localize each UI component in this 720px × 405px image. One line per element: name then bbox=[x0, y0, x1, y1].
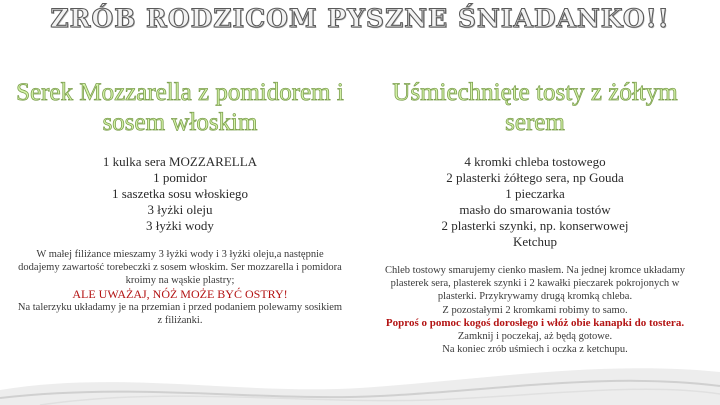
ingredient-item: masło do smarowania tostów bbox=[459, 202, 611, 217]
step-text: Na koniec zrób uśmiech i oczka z ketchupu. bbox=[442, 344, 628, 356]
ingredient-item: 3 łyżki wody bbox=[146, 218, 214, 233]
recipe-heading: Uśmiechnięte tosty z żółtym serem bbox=[392, 79, 678, 136]
ingredient-item: 4 kromki chleba tostowego bbox=[464, 154, 606, 169]
step-text: Na talerzyku układamy je na przemian i przed podaniem polewamy sosikiem z filiżanki. bbox=[17, 301, 343, 327]
ingredient-item: 1 kulka sera MOZZARELLA bbox=[102, 154, 258, 169]
step-text: Zamknij i poczekaj, aż będą gotowe. bbox=[457, 331, 613, 343]
ingredient-item: 2 plasterki żółtego sera, np Gouda bbox=[446, 170, 624, 185]
knife-warning: ALE UWAŻAJ, NÓŻ MOŻE BYĆ OSTRY! bbox=[72, 286, 288, 301]
ingredient-list bbox=[365, 154, 705, 250]
ingredient-item: 2 plasterki szynki, np. konserwowej bbox=[441, 218, 629, 233]
recipe-toasts bbox=[365, 78, 705, 356]
recipe-heading: Serek Mozzarella z pomidorem i sosem włoskim bbox=[16, 79, 344, 136]
step-text: Z pozostałymi 2 kromkami robimy to samo. bbox=[442, 304, 628, 316]
ingredient-item: 3 łyżki oleju bbox=[147, 202, 213, 217]
ingredient-item: 1 pieczarka bbox=[505, 186, 565, 201]
page-title: ZRÓB RODZICOM PYSZNE ŚNIADANKO!! bbox=[50, 4, 670, 33]
preparation-steps bbox=[10, 248, 350, 327]
step-text: Chleb tostowy smarujemy cienko masłem. Na jednej kromce układamy plasterek sera, plasterek szynki i 2 kawałki pieczarek pokrojonych w plasterki. Przykrywamy drugą kromką chleba. bbox=[384, 265, 686, 303]
recipe-mozzarella bbox=[10, 78, 350, 327]
step-text: W małej filiżance mieszamy 3 łyżki wody i 3 łyżki oleju,a następnie dodajemy zawartość torebeczki z sosem włoskim. Ser mozzarella i pomidora kroimy na wąskie plastry; bbox=[18, 249, 342, 287]
preparation-steps bbox=[365, 264, 705, 356]
ingredient-item: 1 pomidor bbox=[153, 170, 207, 185]
ingredient-list bbox=[10, 154, 350, 234]
ingredient-item: Ketchup bbox=[512, 234, 558, 249]
ingredient-item: 1 saszetka sosu włoskiego bbox=[111, 186, 249, 201]
adult-help-warning: Poproś o pomoc kogoś dorosłego i włóż obie kanapki do tostera. bbox=[385, 316, 685, 329]
